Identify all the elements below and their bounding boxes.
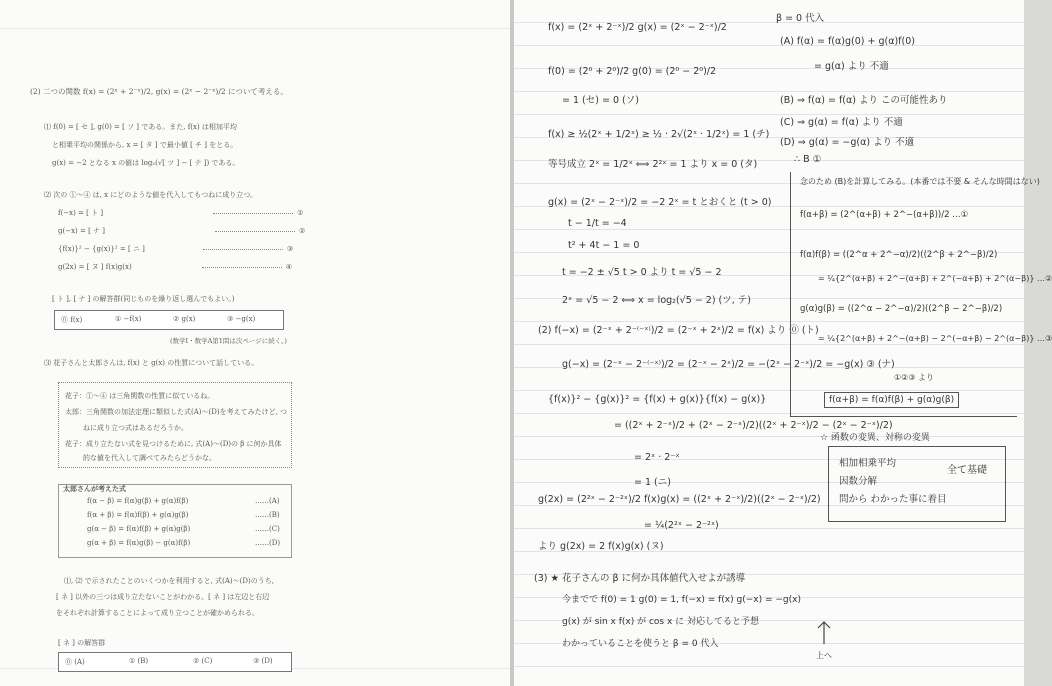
identity-row	[58, 208, 303, 218]
dialog-line: 花子：①〜④ は三角関数の性質に似ているね。	[65, 392, 215, 400]
note-line: g(x) が sin x f(x) が cos x に 対応してると予想	[562, 617, 760, 627]
tips-box	[828, 446, 1006, 522]
note-line: = ¼{2^(α+β) + 2^−(α+β) + 2^(−α+β) + 2^(α−β)} …②	[818, 274, 1052, 283]
identity-row	[58, 244, 293, 254]
choice-item[interactable]: ② (C)	[193, 657, 213, 665]
note-line: g(2x) = (2²ˣ − 2⁻²ˣ)/2 f(x)g(x) = ((2ˣ + 2⁻ˣ)/2)((2ˣ − 2⁻ˣ)/2)	[538, 494, 821, 505]
final-line: [ ネ ] 以外の三つは成り立たないことがわかる。[ ネ ] は左辺と右辺	[56, 593, 270, 601]
identity-eq: g(2x) = [ ヌ ] f(x)g(x)	[58, 263, 132, 271]
note-line: = ¼(2²ˣ − 2⁻²ˣ)	[644, 520, 719, 531]
continuation-note: (数学Ⅰ・数学A第1問は次ページに続く。)	[170, 337, 287, 345]
note-line: 今までで f(0) = 1 g(0) = 1, f(−x) = f(x) g(−x) = −g(x)	[562, 595, 801, 605]
dialog-box	[58, 382, 292, 468]
formula-label: ……(A)	[255, 497, 280, 505]
divider	[0, 28, 510, 29]
note-line: {f(x)}² − {g(x)}² = {f(x) + g(x)}{f(x) − g(x)}	[548, 394, 767, 405]
choice-header: [ ト ], [ ナ ] の解答群(同じものを繰り返し選んでもよい。)	[52, 295, 235, 303]
note-line: g(α)g(β) = ((2^α − 2^−α)/2)((2^β − 2^−β)/2)	[800, 304, 1003, 314]
note-line: = g(α) より 不適	[814, 61, 889, 72]
note-line: (C) ⇒ g(α) = f(α) より 不適	[780, 117, 903, 128]
note-line: f(x) ≥ ½(2ˣ + 1/2ˣ) ≥ ½ · 2√(2ˣ · 1/2ˣ) = 1 (チ)	[548, 129, 770, 140]
dialog-line: 花子：成り立たない式を見つけるために, 式(A)〜(D)の β に何か具体	[65, 440, 282, 448]
note-line: t = −2 ± √5 t > 0 より t = √5 − 2	[562, 267, 722, 278]
leader-dots	[213, 213, 293, 214]
note-line: f(α)f(β) = ((2^α + 2^−α)/2)((2^β + 2^−β)/2)	[800, 250, 998, 260]
note-line: = 1 (セ) = 0 (ソ)	[562, 95, 639, 106]
note-line: (2) f(−x) = (2⁻ˣ + 2⁻⁽⁻ˣ⁾)/2 = (2⁻ˣ + 2ˣ)/2 = f(x) より ⓪ (ト)	[538, 325, 819, 336]
note-line: (B) ⇒ f(α) = f(α) より この可能性あり	[780, 95, 948, 106]
tip-summary: 全て基礎	[947, 465, 987, 476]
note-line: f(α+β) = (2^(α+β) + 2^−(α+β))/2 …①	[800, 210, 969, 220]
note-line: = 2ˣ · 2⁻ˣ	[634, 452, 680, 463]
note-line: β = 0 代入	[776, 13, 825, 24]
note-line: f(α+β) = f(α)f(β) + g(α)g(β)	[824, 392, 959, 408]
q1-line: g(x) = −2 となる x の値は log₂(√[ ツ ] − [ テ ]) である。	[52, 159, 240, 167]
printed-exam-page	[0, 0, 510, 686]
q1-line: ⑴ f(0) = [ セ ], g(0) = [ ソ ] である。また, f(x) は相加平均	[44, 123, 237, 131]
note-line: 念のため (B)を計算してみる。(本番では不要 & そんな時間はない)	[800, 177, 1040, 186]
final-line: をそれぞれ計算することによって成り立つことが確かめられる。	[56, 609, 259, 617]
formula-label: ……(B)	[255, 511, 280, 519]
formula: f(α + β) = f(α)f(β) + g(α)g(β)	[87, 511, 189, 519]
formula: g(α − β) = f(α)f(β) + g(α)g(β)	[87, 525, 191, 533]
identity-num: ③	[286, 245, 294, 253]
dialog-line: 的な値を代入して調べてみたらどうかな。	[83, 454, 216, 462]
tip-item: 因数分解	[839, 476, 878, 487]
formula: f(α − β) = f(α)g(β) + g(α)f(β)	[87, 497, 189, 505]
note-line: = 1 (ニ)	[634, 477, 671, 488]
note-line: わかっていることを使うと β = 0 代入	[562, 639, 719, 649]
note-line: より g(2x) = 2 f(x)g(x) (ヌ)	[538, 541, 664, 552]
identity-row	[58, 226, 305, 236]
identity-eq: {f(x)}² − {g(x)}² = [ ニ ]	[58, 245, 145, 253]
note-line: ①②③ より	[894, 373, 935, 382]
answer-header: [ ネ ] の解答群	[58, 639, 106, 647]
arrow-up-icon	[814, 618, 834, 646]
note-line: 2ˣ = √5 − 2 ⟺ x = log₂(√5 − 2) (ツ, テ)	[562, 295, 751, 306]
dialog-line: 太郎：三角関数の加法定理に類似した式(A)〜(D)を考えてみたけど, つ	[65, 408, 288, 416]
choice-item[interactable]: ⓪ (A)	[65, 658, 85, 666]
tip-item: 問から わかった事に着目	[839, 494, 947, 505]
note-line: ∴ B ①	[794, 154, 822, 165]
leader-dots	[202, 267, 282, 268]
q2-intro: ⑵ 次の ①〜④ は, x にどのような値を代入してもつねに成り立つ。	[44, 191, 258, 199]
note-line: 上へ	[816, 651, 832, 660]
taro-formulas-box	[58, 484, 292, 558]
note-line: = ((2ˣ + 2⁻ˣ)/2 + (2ˣ − 2⁻ˣ)/2)((2ˣ + 2⁻ˣ)/2 − (2ˣ − 2⁻ˣ)/2)	[614, 420, 893, 431]
note-line: f(0) = (2⁰ + 2⁰)/2 g(0) = (2⁰ − 2⁰)/2	[548, 66, 717, 77]
formula-label: ……(D)	[255, 539, 281, 547]
identity-eq: g(−x) = [ ナ ]	[58, 227, 105, 235]
identity-num: ④	[285, 263, 292, 271]
handwritten-notes-page	[514, 0, 1052, 686]
note-line: f(x) = (2ˣ + 2⁻ˣ)/2 g(x) = (2ˣ − 2⁻ˣ)/2	[548, 22, 727, 33]
note-line: t − 1/t = −4	[568, 218, 627, 229]
box-title: 太郎さんが考えた式	[63, 484, 126, 493]
answer-choices	[54, 310, 284, 330]
question-title: (2) 二つの関数 f(x) = (2ˣ + 2⁻ˣ)/2, g(x) = (2ˣ − 2⁻ˣ)/2 について考える。	[30, 87, 288, 96]
choice-item[interactable]: ③ −g(x)	[227, 315, 256, 323]
note-line: ☆ 函数の変異、対称の変異	[820, 433, 930, 443]
formula-label: ……(C)	[255, 525, 280, 533]
final-line: ⑴, ⑵ で示されたことのいくつかを利用すると, 式(A)〜(D)のうち,	[64, 577, 274, 585]
identity-num: ②	[298, 227, 306, 235]
q3-intro: ⑶ 花子さんと太郎さんは, f(x) と g(x) の性質について話している。	[44, 359, 259, 367]
note-line: (D) ⇒ g(α) = −g(α) より 不適	[780, 137, 915, 148]
identity-num: ①	[297, 209, 304, 217]
identity-row	[58, 262, 292, 272]
note-line: g(−x) = (2⁻ˣ − 2⁻⁽⁻ˣ⁾)/2 = (2⁻ˣ − 2ˣ)/2 = −(2ˣ − 2⁻ˣ)/2 = −g(x) ③ (ナ)	[562, 359, 895, 370]
identity-eq: f(−x) = [ ト ]	[58, 209, 104, 217]
note-line: g(x) = (2ˣ − 2⁻ˣ)/2 = −2 2ˣ = t とおくと (t > 0)	[548, 197, 772, 208]
note-line: (3) ★ 花子さんの β に何か具体値代入せよが誘導	[534, 573, 746, 584]
answer-choices	[58, 652, 292, 672]
dialog-line: ねに成り立つ式はあるだろうか。	[83, 424, 188, 432]
note-line: t² + 4t − 1 = 0	[568, 240, 640, 251]
choice-item[interactable]: ① −f(x)	[115, 315, 142, 323]
note-line: = ¼{2^(α+β) + 2^−(α+β) − 2^(−α+β) − 2^(α−β)} …③	[818, 334, 1052, 343]
choice-item[interactable]: ① (B)	[129, 657, 149, 665]
note-line: (A) f(α) = f(α)g(0) + g(α)f(0)	[780, 36, 915, 47]
note-line: 等号成立 2ˣ = 1/2ˣ ⟺ 2²ˣ = 1 より x = 0 (タ)	[548, 159, 758, 170]
choice-item[interactable]: ③ (D)	[253, 657, 273, 665]
choice-item[interactable]: ② g(x)	[173, 315, 196, 323]
choice-item[interactable]: ⓪ f(x)	[61, 316, 83, 324]
tip-item: 相加相乗平均	[839, 458, 897, 469]
leader-dots	[215, 231, 295, 232]
q1-line: と相乗平均の関係から, x = [ タ ] で最小値 [ チ ] をとる。	[52, 141, 238, 149]
formula: g(α + β) = f(α)g(β) − g(α)f(β)	[87, 539, 191, 547]
leader-dots	[203, 249, 283, 250]
